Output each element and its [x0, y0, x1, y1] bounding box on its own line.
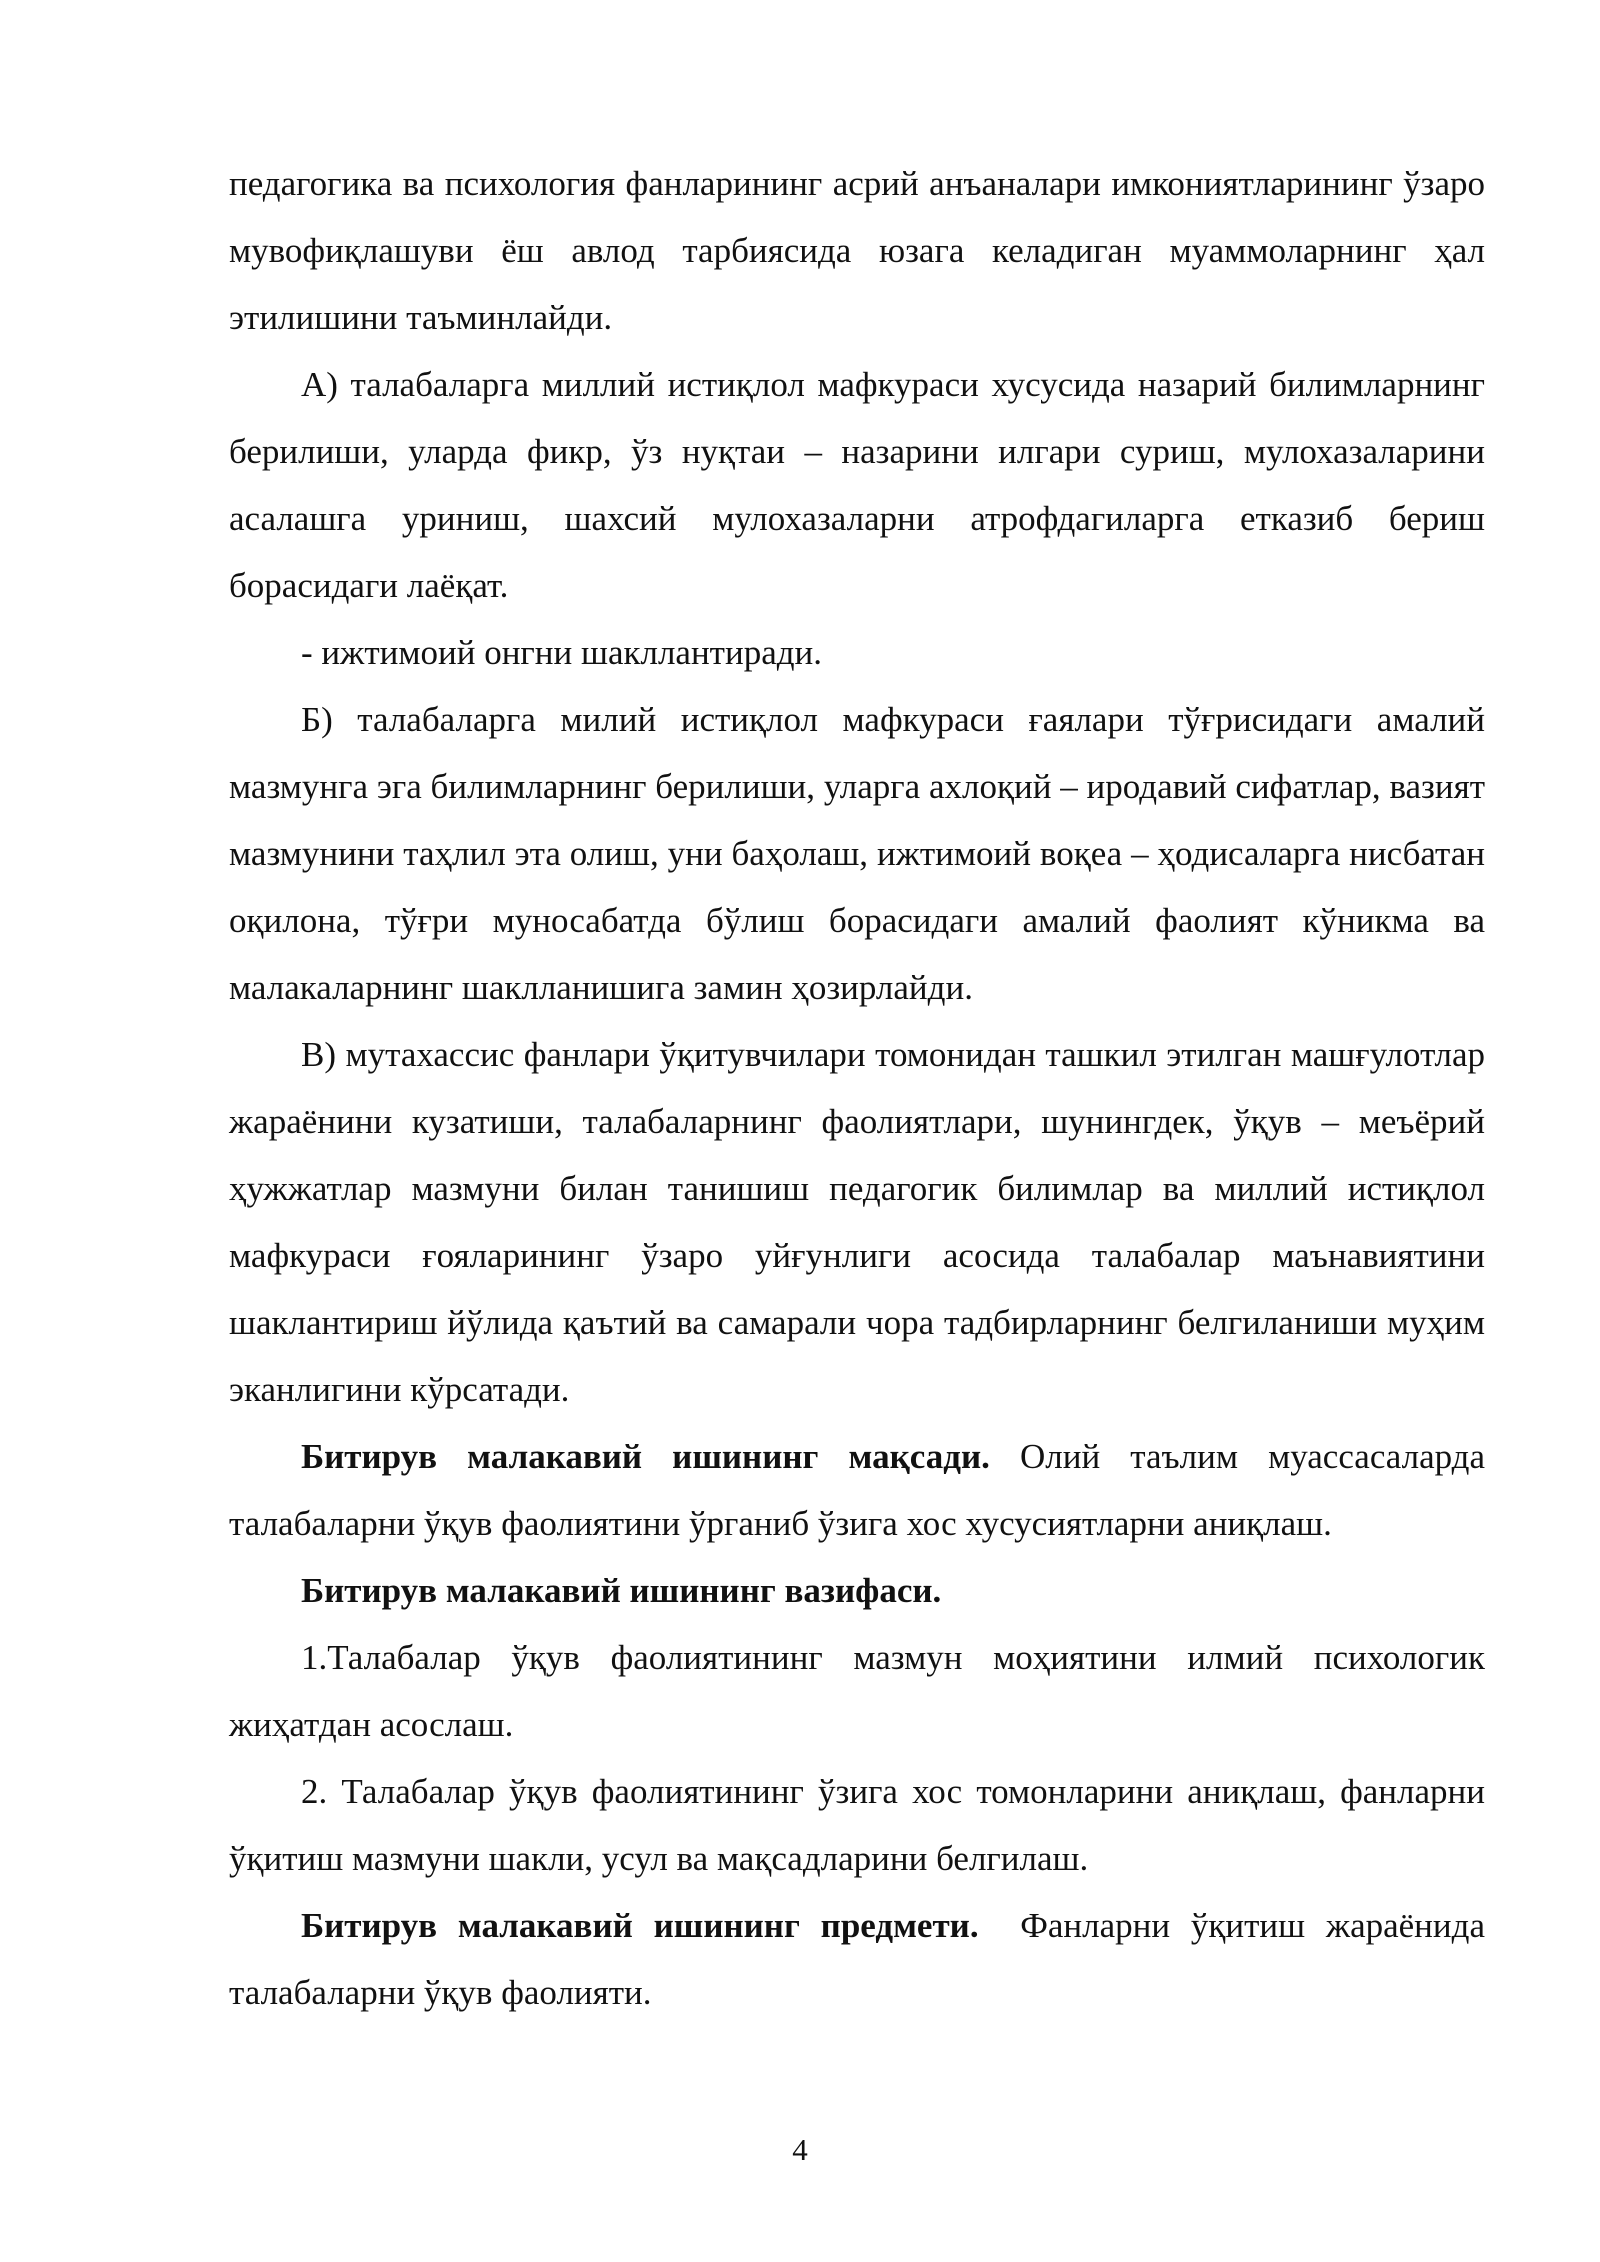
paragraph-text: В) мутахассис фанлари ўқитувчилари томонидан ташкил этилган машғулотлар жараёнини кузатиши, талабаларнинг фаолиятлари, шунингдек, ўқув – меъёрий ҳужжатлар мазмуни билан танишиш педагогик билимлар ва миллий истиқлол мафкураси ғояларининг ўзаро уйғунлиги асосида талабалар маънавиятини шаклантириш йўлида қаътий ва самарали чора тадбирларнинг белгиланиши муҳим эканлигини кўрсатади.	[229, 1035, 1485, 1409]
paragraph-text: - ижтимоий онгни шакллантиради.	[301, 633, 823, 672]
goal-heading: Битирув малакавий ишининг мақсади.	[301, 1437, 990, 1476]
paragraph-text: 1.Талабалар ўқув фаолиятининг мазмун моҳиятини илмий психологик жиҳатдан асослаш.	[229, 1638, 1485, 1744]
paragraph-v	[229, 1021, 1485, 1423]
page-number: 4	[792, 2132, 808, 2167]
paragraph-text: Олий таълим муассасаларда талабаларни ўқув фаолиятини ўрганиб ўзига хос хусусиятларни аниқлаш.	[229, 1437, 1486, 1543]
paragraph-text: Фанларни ўқитиш жараёнида талабаларни ўқув фаолияти.	[229, 1906, 1494, 2012]
paragraph-dash-item	[229, 619, 1485, 686]
paragraph-b	[229, 686, 1485, 1021]
paragraph-text: педагогика ва психология фанларининг асрий анъаналари имкониятларининг ўзаро мувофиқлашуви ёш авлод тарбиясида юзага келадиган муаммоларнинг ҳал этилишини таъминлайди.	[229, 164, 1485, 337]
paragraph-text: А) талабаларга миллий истиқлол мафкураси хусусида назарий билимларнинг берилиши, уларда фикр, ўз нуқтаи – назарини илгари суриш, мулохазаларини асалашга уриниш, шахсий мулохазаларни атрофдагиларга етказиб бериш борасидаги лаёқат.	[229, 365, 1485, 605]
tasks-heading: Битирув малакавий ишининг вазифаси.	[301, 1571, 942, 1610]
paragraph-a	[229, 351, 1485, 619]
paragraph-text: 2. Талабалар ўқув фаолиятининг ўзига хос томонларини аниқлаш, фанларни ўқитиш мазмуни шакли, усул ва мақсадларини белгилаш.	[229, 1772, 1485, 1878]
paragraph-goal	[229, 1423, 1485, 1557]
paragraph-tasks-heading	[229, 1557, 1485, 1624]
paragraph-continuation	[229, 150, 1485, 351]
subject-heading: Битирув малакавий ишининг предмети.	[301, 1906, 979, 1945]
paragraph-task-2	[229, 1758, 1485, 1892]
paragraph-subject	[229, 1892, 1494, 2026]
paragraph-text: Б) талабаларга милий истиқлол мафкураси ғаялари тўғрисидаги амалий мазмунга эга билимларнинг берилиши, уларга ахлоқий – иродавий сифатлар, вазият мазмунини таҳлил эта олиш, уни баҳолаш, ижтимоий воқеа – ҳодисаларга нисбатан оқилона, тўғри муносабатда бўлиш борасидаги амалий фаолият кўникма ва малакаларнинг шаклланишига замин ҳозирлайди.	[229, 700, 1485, 1007]
paragraph-task-1	[229, 1624, 1485, 1758]
body-text	[229, 150, 1494, 2026]
